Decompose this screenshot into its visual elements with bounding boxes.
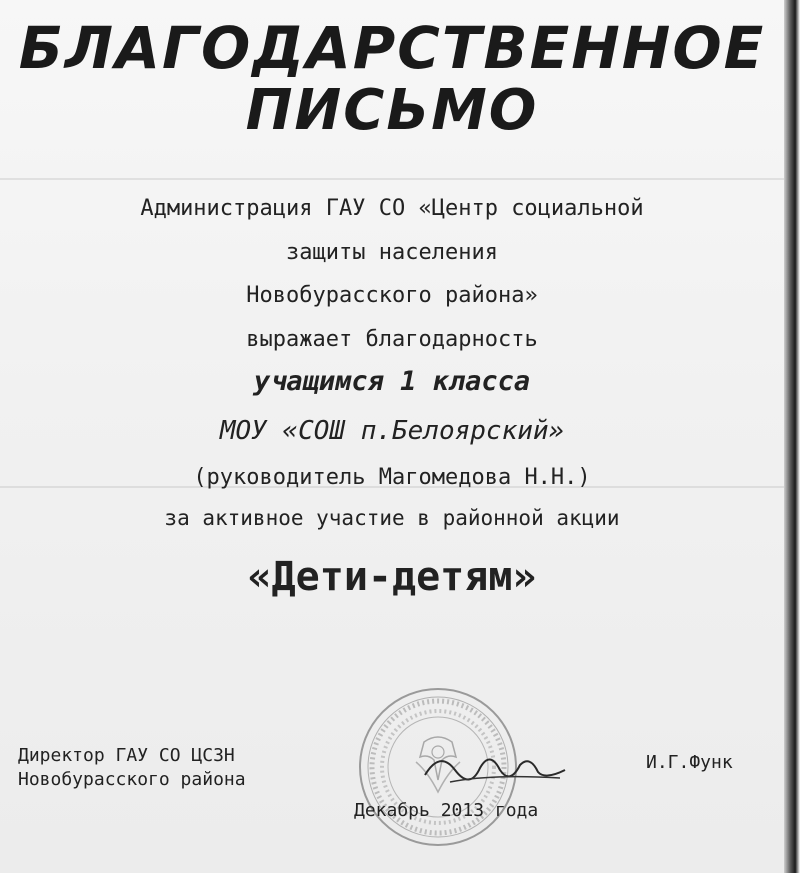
paper-fold [0,178,784,180]
scan-edge-shadow [784,0,800,873]
body-line-recipients: учащимся 1 класса [253,366,531,397]
body-line-reason: за активное участие в районной акции [164,506,620,530]
signatory-position [18,744,246,792]
signatory-name: И.Г.Функ [646,752,733,773]
body-line-expresses: выражает благодарность [246,327,538,352]
body-line-campaign: «Дети-детям» [247,554,537,600]
body-line-district: Новобурасского района» [246,283,538,308]
letter-title-line2: ПИСЬМО [245,78,539,143]
body-line-organization: Администрация ГАУ СО «Центр социальной [140,196,644,221]
letter-date: Декабрь 2013 года [354,800,539,821]
body-line-organization-cont: защиты населения [286,240,498,265]
body-line-school: МОУ «СОШ п.Белоярский» [219,416,565,446]
signatory-position-line1: Директор ГАУ СО ЦСЗН [18,745,235,766]
handwritten-signature [420,740,570,790]
letter-title-line1: БЛАГОДАРСТВЕННОЕ [18,14,766,82]
body-line-supervisor: (руководитель Магомедова Н.Н.) [193,465,591,490]
signatory-position-line2: Новобурасского района [18,769,246,790]
